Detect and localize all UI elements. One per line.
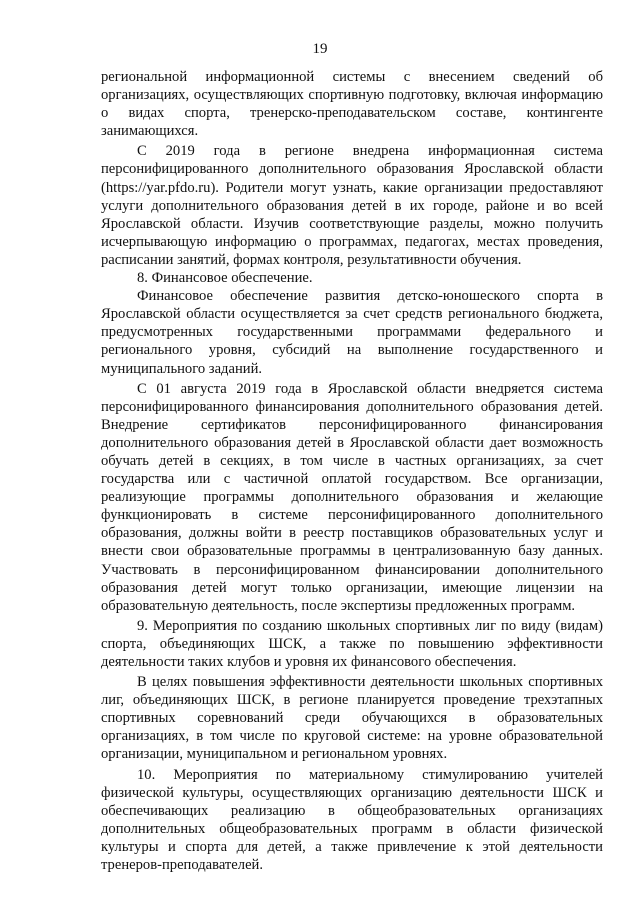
section-heading-teacher-incentives: 10. Мероприятия по материальному стимулированию учителей физической культуры, осуществляющих организацию деятельности ШСК и обеспечивающих реализацию в общеобразовательных организациях дополнительных общеобразовательных программ в области физической культуры и спорта для детей, а также привлечение к этой деятельности тренеров-преподавателей. (101, 766, 603, 874)
section-heading-school-leagues: 9. Мероприятия по созданию школьных спортивных лиг по виду (видам) спорта, объединяющих ШСК, а также по повышению эффективности деятельности таких клубов и уровня их финансового обеспечения. (101, 617, 603, 670)
paragraph-regional-info-system: региональной информационной системы с внесением сведений об организациях, осуществляющих спортивную подготовку, включая информацию о видах спорта, тренерско-преподавательском составе, контингенте занимающихся. (101, 69, 603, 140)
section-heading-financing: 8. Финансовое обеспечение. (137, 270, 313, 287)
paragraph-personalized-financing: С 01 августа 2019 года в Ярославской области внедряется система персонифицированного финансирования дополнительного образования детей. Внедрение сертификатов персонифицированного финансирования дополнительного образования детей в Ярославской области дает возможность обучать детей в секциях, в том числе в частных организациях, за счет государства или с частичной оплатой государством. Все организации, реализующие программы дополнительного образования и желающие функционировать в системе персонифицированного дополнительного образования, должны войти в реестр поставщиков образовательных услуг и внести свои образовательные программы в централизованную базу данных. Участвовать в персонифицированном финансировании дополнительного образования детей могут только организации, имеющие лицензии на образовательную деятельность, после экспертизы предложенных программ. (101, 380, 603, 614)
paragraph-school-leagues: В целях повышения эффективности деятельности школьных спортивных лиг, объединяющих ШСК, в регионе планируется проведение трехэтапных спортивных соревнований среди обучающихся в образовательных организациях, в том числе по круговой системе: на уровне образовательной организации, муниципальном и региональном уровнях. (101, 674, 603, 763)
document-body (101, 68, 603, 874)
paragraph-pfdo-system: С 2019 года в регионе внедрена информационная система персонифицированного дополнительного образования Ярославской области (https://yar.pfdo.ru). Родители могут узнать, какие организации предоставляют услуги дополнительного образования детей в их городе, районе и во всей Ярославской области. Изучив соответствующие разделы, можно получить исчерпывающую информацию о программах, педагогах, местах проведения, расписании занятий, формах контроля, результативности обучения. (101, 143, 603, 268)
paragraph-financing: Финансовое обеспечение развития детско-юношеского спорта в Ярославской области осуществляется за счет средств регионального бюджета, предусмотренных государственными программами федерального и регионального уровня, субсидий на выполнение государственного и муниципального заданий. (101, 288, 603, 377)
page-number: 19 (312, 41, 328, 57)
